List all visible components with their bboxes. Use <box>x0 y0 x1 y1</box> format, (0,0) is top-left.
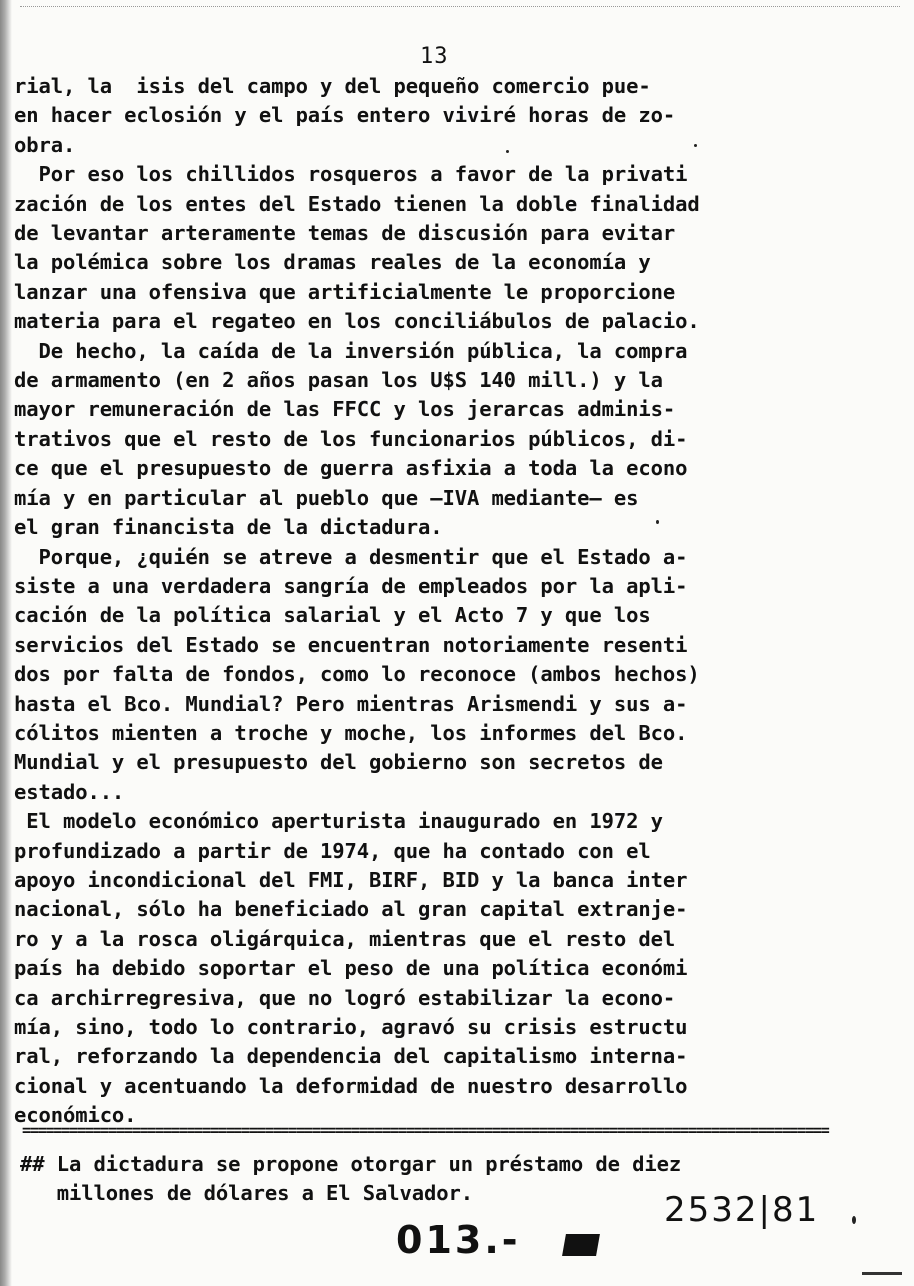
body-text-line: dos por falta de fondos, como lo reconoce (ambos hechos) <box>14 662 700 687</box>
body-text-line: materia para el regateo en los conciliábulos de palacio. <box>14 309 700 334</box>
scan-edge-mark <box>862 1272 902 1275</box>
body-text-line: de levantar arteramente temas de discusión para evitar <box>14 221 676 246</box>
footnote-line: ## La dictadura se propone otorgar un préstamo de diez <box>20 1152 682 1176</box>
ink-speck <box>852 1216 856 1224</box>
body-text-line: lanzar una ofensiva que artificialmente le proporcione <box>14 279 676 304</box>
archive-stamp-number: 2532|81 <box>664 1190 820 1230</box>
body-text-line: la polémica sobre los dramas reales de la economía y <box>14 250 651 275</box>
body-text-line: cólitos mienten a troche y moche, los informes del Bco. <box>14 720 688 745</box>
body-text-line: profundizado a partir de 1974, que ha contado con el <box>14 838 651 863</box>
body-text-line: ca archirregresiva, que no logró estabilizar la econo- <box>14 985 676 1010</box>
scan-top-dots <box>20 6 900 9</box>
body-text-line: trativos que el resto de los funcionarios públicos, di- <box>14 426 688 451</box>
body-text-line: mayor remuneración de las FFCC y los jerarcas adminis- <box>14 397 676 422</box>
separator-rule: ======================================================================================================= <box>22 1126 829 1138</box>
body-text-line: económico. <box>14 1103 137 1128</box>
body-text-line: Mundial y el presupuesto del gobierno son secretos de <box>14 750 663 775</box>
body-text-line: De hecho, la caída de la inversión pública, la compra <box>14 338 688 363</box>
body-text-line: rial, la isis del campo y del pequeño comercio pue- <box>14 74 651 98</box>
body-text-line: apoyo incondicional del FMI, BIRF, BID y la banca inter <box>14 867 688 892</box>
body-text-line: servicios del Estado se encuentran notoriamente resenti <box>14 632 688 657</box>
body-text-line: mía y en particular al pueblo que —IVA mediante— es <box>14 485 639 510</box>
body-text-line: nacional, sólo ha beneficiado al gran capital extranje- <box>14 897 688 922</box>
body-text-line: en hacer eclosión y el país entero viviré horas de zo- <box>14 103 676 128</box>
ink-blot <box>562 1234 600 1256</box>
body-text-line: mía, sino, todo lo contrario, agravó su crisis estructu <box>14 1015 688 1039</box>
ink-speck <box>506 150 509 153</box>
footnote-line: millones de dólares a El Salvador. <box>20 1181 473 1205</box>
body-text-line: estado... <box>14 779 125 804</box>
body-text-line: El modelo económico aperturista inaugurado en 1972 y <box>14 809 663 834</box>
body-text-line: de armamento (en 2 años pasan los U$S 140 mill.) y la <box>14 368 663 393</box>
body-text-line: zación de los entes del Estado tienen la doble finalidad <box>14 191 700 216</box>
body-text-line: cional y acentuando la deformidad de nuestro desarrollo <box>14 1073 688 1098</box>
body-text-line: cación de la política salarial y el Acto 7 y que los <box>14 603 651 628</box>
ink-speck <box>656 520 659 524</box>
body-text-line: país ha debido soportar el peso de una política económi <box>14 956 688 981</box>
body-text-line: hasta el Bco. Mundial? Pero mientras Arismendi y sus a- <box>14 691 688 716</box>
scan-edge-shadow <box>0 0 12 1286</box>
ink-speck <box>694 144 697 147</box>
body-text-line: ro y a la rosca oligárquica, mientras que el resto del <box>14 926 676 951</box>
body-text-line: siste a una verdadera sangría de empleados por la apli- <box>14 573 688 598</box>
body-text-line: ral, reforzando la dependencia del capitalismo interna- <box>14 1044 688 1069</box>
typewritten-body <box>14 72 894 1131</box>
folio-number: 013.- <box>396 1218 521 1262</box>
body-text-line: Por eso los chillidos rosqueros a favor de la privati <box>14 162 688 187</box>
body-text-line: ce que el presupuesto de guerra asfixia a toda la econo <box>14 456 688 481</box>
body-text-line: el gran financista de la dictadura. <box>14 515 443 540</box>
page-number: 13 <box>420 44 449 69</box>
body-text-line: obra. <box>14 132 76 157</box>
body-text-line: Porque, ¿quién se atreve a desmentir que el Estado a- <box>14 544 688 569</box>
